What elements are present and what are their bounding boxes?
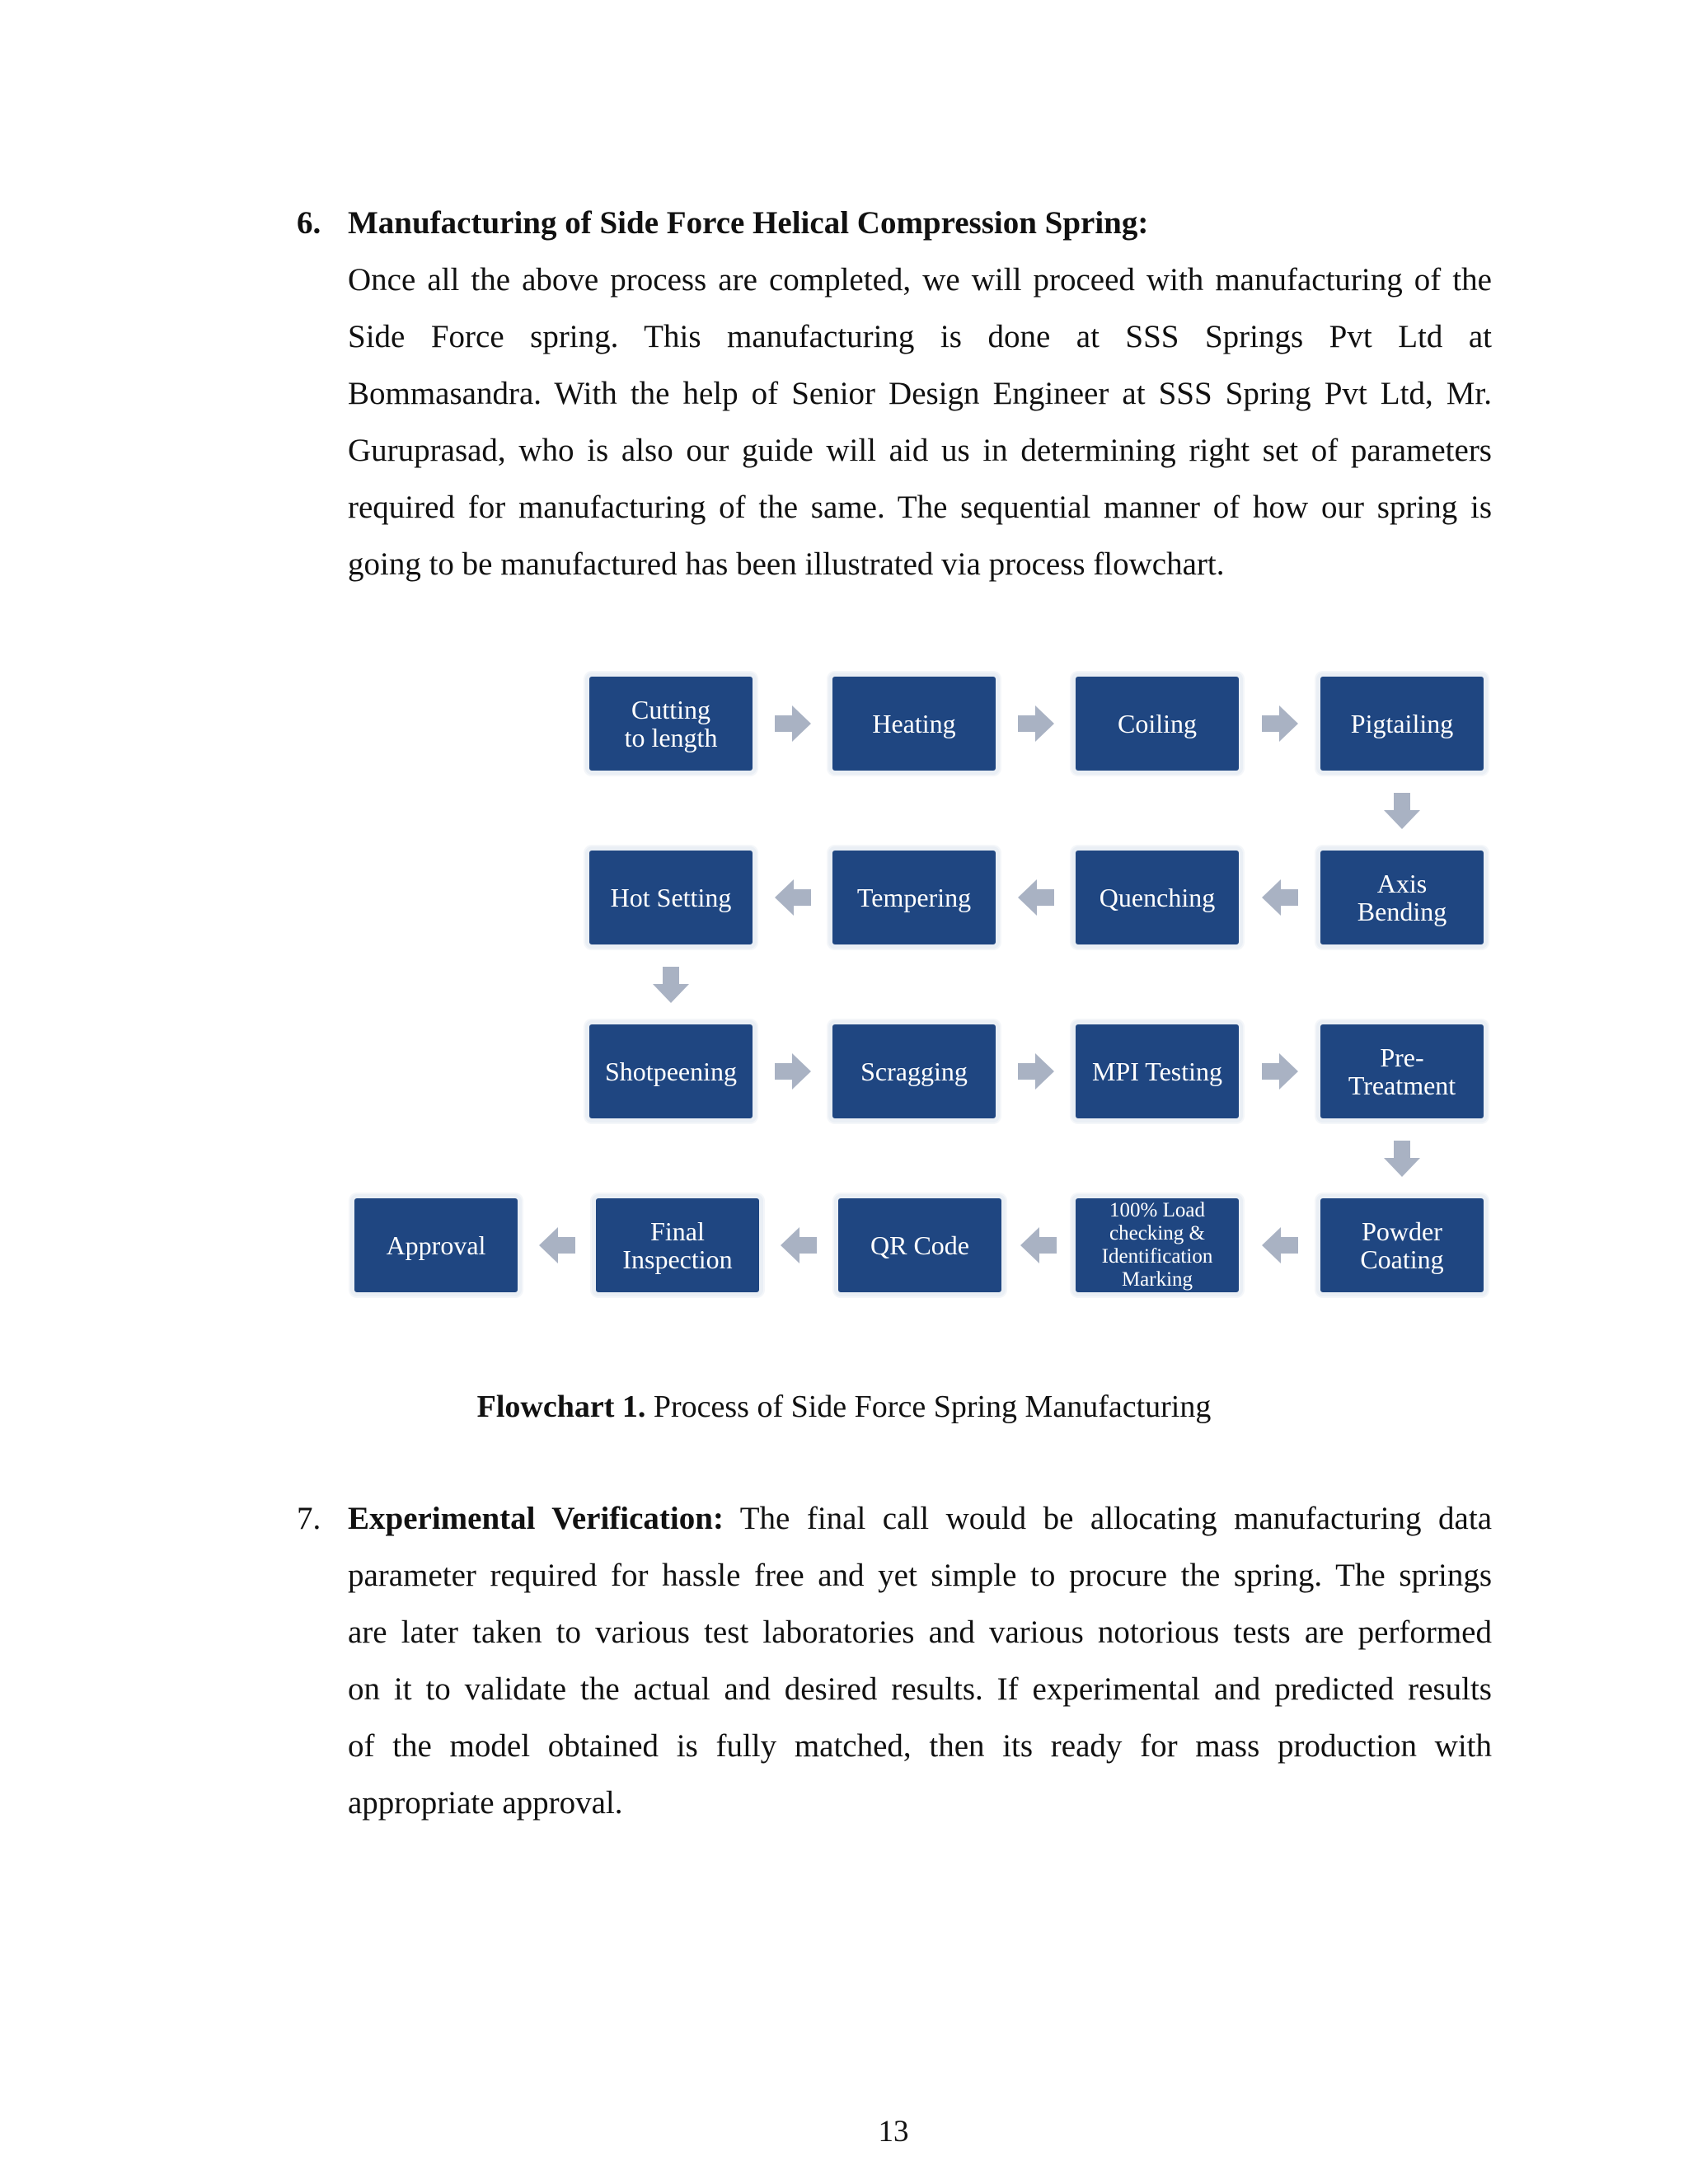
flow-step-label: Cutting to length	[624, 695, 718, 752]
flow-step-label: Final Inspection	[622, 1216, 733, 1274]
flow-step-label: QR Code	[870, 1230, 969, 1260]
flow-step	[1071, 1020, 1243, 1122]
flow-arrow-icon	[1381, 1138, 1423, 1179]
section-6-line: Guruprasad, who is also our guide will aid us in determining right set of parameters	[348, 433, 1492, 468]
flow-arrow-icon	[1259, 703, 1301, 744]
flow-step-label: Hot Setting	[610, 883, 732, 912]
caption-text: Process of Side Force Spring Manufacturing	[645, 1390, 1212, 1424]
flow-arrow-icon	[1015, 877, 1057, 918]
flow-step	[592, 1194, 763, 1296]
flow-step-label: Coiling	[1117, 709, 1197, 738]
flow-arrow-icon	[1259, 1051, 1301, 1092]
flow-arrow-icon	[1259, 1225, 1301, 1266]
flow-step-label: Quenching	[1099, 883, 1216, 912]
flow-step	[828, 1020, 1000, 1122]
section-7-line: on it to validate the actual and desired results. If experimental and predicted results	[348, 1671, 1492, 1707]
caption-label: Flowchart 1.	[476, 1390, 646, 1424]
flow-step	[350, 1194, 522, 1296]
section-7-line: parameter required for hassle free and yet simple to procure the spring. The springs	[348, 1558, 1492, 1593]
section-6-line: Side Force spring. This manufacturing is done at SSS Springs Pvt Ltd at	[348, 319, 1492, 354]
flow-arrow-icon	[772, 703, 814, 744]
flow-step	[1071, 1194, 1243, 1296]
section-7-first-line: The final call would be allocating manufacturing data	[723, 1501, 1493, 1536]
flow-step-label: Shotpeening	[605, 1057, 737, 1086]
section-7-line	[348, 1500, 1492, 1537]
flow-step-label: 100% Load checking & Identification Marking	[1101, 1199, 1213, 1291]
section-7-number: 7.	[297, 1501, 321, 1536]
flow-step	[1071, 846, 1243, 949]
flow-step	[585, 846, 757, 949]
flow-step-label: Tempering	[856, 883, 972, 912]
flow-step	[585, 1020, 757, 1122]
page-number: 13	[878, 2115, 909, 2149]
flow-arrow-icon	[1381, 790, 1423, 832]
flow-step-label: Scragging	[860, 1057, 968, 1086]
flow-arrow-icon	[537, 1225, 578, 1266]
flow-step-label: Pre- Treatment	[1348, 1043, 1456, 1100]
flow-arrow-icon	[772, 1051, 814, 1092]
section-7-line: of the model obtained is fully matched, then its ready for mass production with	[348, 1728, 1492, 1764]
section-6-number: 6.	[297, 205, 321, 241]
flow-arrow-icon	[1018, 1225, 1059, 1266]
section-7-heading: Experimental Verification:	[348, 1501, 724, 1536]
section-7-line: are later taken to various test laboratories and various notorious tests are performed	[348, 1615, 1492, 1650]
flow-arrow-icon	[1259, 877, 1301, 918]
flow-step	[1316, 1020, 1488, 1122]
flow-arrow-icon	[772, 877, 814, 918]
flow-step	[828, 846, 1000, 949]
flowchart-caption	[0, 1389, 1688, 1425]
flow-step	[1316, 673, 1488, 775]
flow-step-label: Powder Coating	[1360, 1216, 1444, 1274]
flow-step	[1316, 1194, 1488, 1296]
flow-step	[1071, 673, 1243, 775]
flow-step-label: Approval	[386, 1230, 486, 1260]
flow-arrow-icon	[1015, 703, 1057, 744]
section-6-line: required for manufacturing of the same. The sequential manner of how our spring is	[348, 490, 1492, 525]
flow-arrow-icon	[650, 964, 692, 1005]
flow-step	[834, 1194, 1006, 1296]
flow-arrow-icon	[1015, 1051, 1057, 1092]
section-6-line: Bommasandra. With the help of Senior Design Engineer at SSS Spring Pvt Ltd, Mr.	[348, 376, 1492, 411]
flow-step	[828, 673, 1000, 775]
section-6-line: Once all the above process are completed, we will proceed with manufacturing of the	[348, 262, 1492, 298]
flow-step-label: Heating	[872, 709, 956, 738]
flow-step	[1316, 846, 1488, 949]
section-6-heading: Manufacturing of Side Force Helical Compression Spring:	[348, 205, 1149, 241]
flow-step-label: Axis Bending	[1357, 869, 1447, 926]
section-7-line: appropriate approval.	[348, 1785, 623, 1821]
flow-step-label: MPI Testing	[1091, 1057, 1223, 1086]
section-6-line: going to be manufactured has been illustrated via process flowchart.	[348, 546, 1225, 582]
flow-step	[585, 673, 757, 775]
flow-step-label: Pigtailing	[1350, 709, 1454, 738]
flow-arrow-icon	[778, 1225, 819, 1266]
